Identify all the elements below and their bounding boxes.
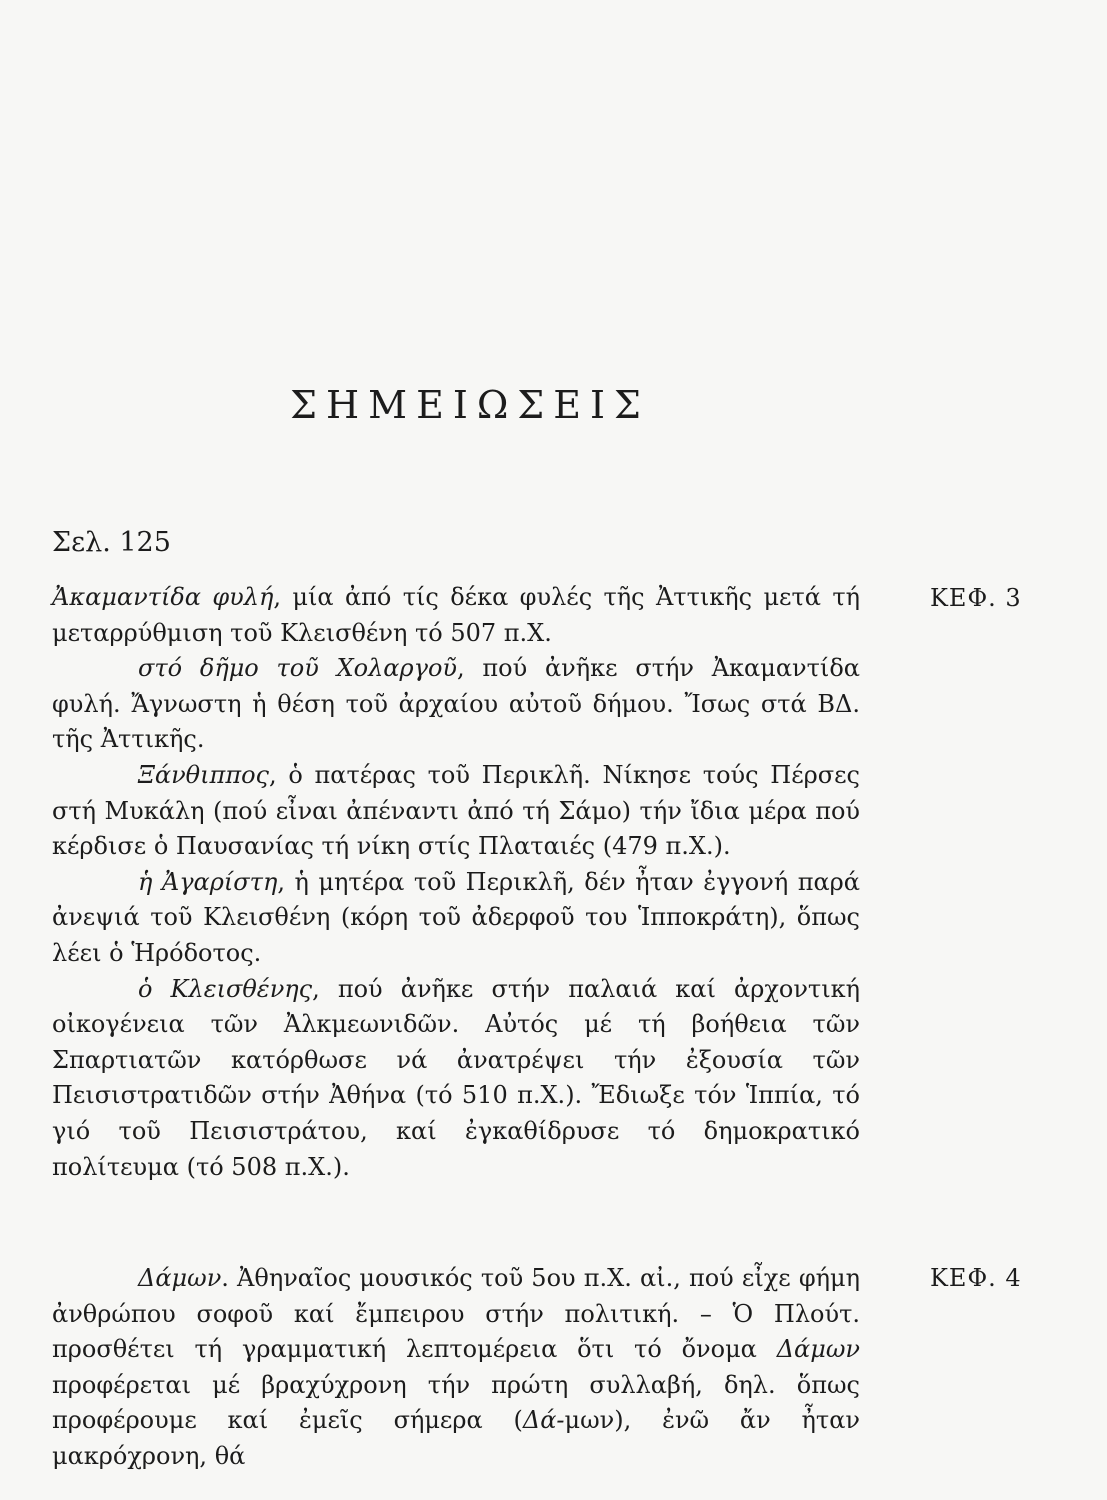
note-text: , πού ἀνῆκε στήν Ἀκαμαντίδα φυλή. Ἄγνωστη ἡ θέση τοῦ ἀρχαίου αὐτοῦ δήμου. Ἴσως στά ΒΔ. τῆς Ἀττικῆς. — [52, 654, 860, 754]
chapter-label-4: ΚΕΦ. 4 — [930, 1264, 1022, 1292]
note-lead: στό δῆμο τοῦ Χολαργοῦ — [138, 654, 458, 683]
note-agariste — [52, 865, 860, 972]
note-damon — [52, 1261, 860, 1475]
note-text: μων), ἐνῶ ἄν ἦταν μακρόχρονη, θά — [52, 1406, 860, 1470]
note-lead: Δάμων — [138, 1264, 222, 1292]
chapter-label-3: ΚΕΦ. 3 — [930, 584, 1022, 612]
page-title: ΣΗΜΕΙΩΣΕΙΣ — [290, 383, 650, 428]
note-text: , μία ἀπό τίς δέκα φυλές τῆς Ἀττικῆς μετά τή μεταρρύθμιση τοῦ Κλεισθένη τό 507 π.Χ. — [52, 583, 860, 647]
note-text: προφέρεται μέ βραχύχρονη τήν πρώτη συλλαβή, δηλ. ὅπως προφέρουμε καί ἐμεῖς σήμερα ( — [52, 1370, 860, 1435]
note-text: , ὁ πατέρας τοῦ Περικλῆ. Νίκησε τούς Πέρσες στή Μυκάλη (πού εἶναι ἀπέναντι ἀπό τή Σάμο) τήν ἴδια μέρα πού κέρδισε ὁ Παυσανίας τή νίκη στίς Πλαταιές (479 π.Χ.). — [52, 760, 860, 861]
notes-chapter-3 — [52, 580, 860, 1185]
note-xanthippos — [52, 758, 860, 865]
note-cholargos — [52, 651, 860, 758]
notes-chapter-4 — [52, 1261, 860, 1475]
note-lead: ὁ Κλεισθένης — [138, 974, 313, 1003]
note-italic-name: Δάμων — [776, 1335, 860, 1364]
note-lead: Ξάνθιππος — [138, 760, 269, 789]
note-akamantida — [52, 580, 860, 651]
note-text: , πού ἀνῆκε στήν παλαιά καί ἀρχοντική οἰκογένεια τῶν Ἀλκμεωνιδῶν. Αὐτός μέ τή βοήθεια τῶν Σπαρτιατῶν κατόρθωσε νά ἀνατρέψει τήν ἐξουσία τῶν Πεισιστρατιδῶν στήν Ἀθήνα (τό 510 π.Χ.). Ἔδιωξε τόν Ἱππία, τό γιό τοῦ Πεισιστράτου, καί ἐγκαθίδρυσε τό δημοκρατικό πολίτευμα (τό 508 π.Χ.). — [52, 974, 860, 1181]
page-reference: Σελ. 125 — [52, 527, 171, 558]
note-lead: ἡ Ἀγαρίστη — [138, 867, 278, 896]
note-text: . Ἀθηναῖος μουσικός τοῦ 5ου π.Χ. αἰ., πού εἶχε φήμη ἀνθρώπου σοφοῦ καί ἔμπειρου στήν πολιτική. – Ὁ Πλούτ. προσθέτει τή γραμματική λεπτομέρεια ὅτι τό ὄνομα — [52, 1264, 860, 1364]
note-text: , ἡ μητέρα τοῦ Περικλῆ, δέν ἦταν ἐγγονή παρά ἀνεψιά τοῦ Κλεισθένη (κόρη τοῦ ἀδερφοῦ του Ἱπποκράτη), ὅπως λέει ὁ Ἡρόδοτος. — [52, 867, 860, 967]
note-kleisthenes — [52, 972, 860, 1186]
note-italic-example: Δά- — [522, 1406, 565, 1435]
note-lead: Ἀκαμαντίδα φυλή — [52, 583, 274, 611]
